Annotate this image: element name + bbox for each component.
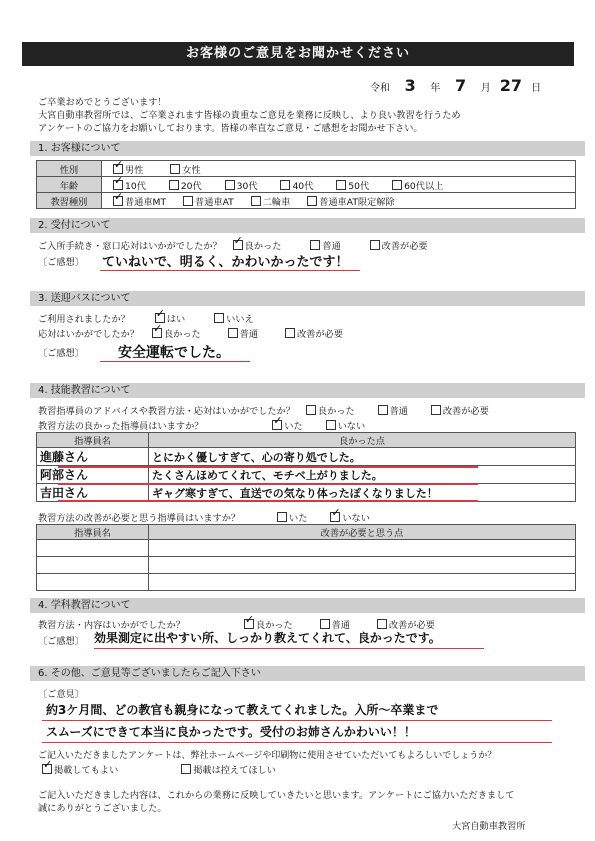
checkbox[interactable] (228, 328, 238, 338)
question-text: 教習指導員のアドバイスや教習方法・応対はいかがでしたか？ (38, 406, 295, 417)
option-label: はい (166, 314, 186, 325)
iken-label: 〔ご意見〕 (38, 689, 84, 700)
kansou-label: 〔ご感想〕 (38, 257, 84, 268)
kansou-label: 〔ご感想〕 (38, 636, 84, 647)
underline (58, 483, 478, 485)
checkbox[interactable] (214, 313, 224, 323)
option-label: 男性 (125, 164, 144, 176)
date-month-unit: 月 (480, 83, 491, 94)
underline (100, 270, 360, 271)
underline (42, 742, 552, 743)
checkbox[interactable] (244, 619, 254, 629)
checkbox[interactable] (310, 240, 320, 250)
checkbox[interactable] (251, 196, 261, 206)
option-label: 普通車MT (125, 196, 167, 208)
row-label: 年齢 (37, 177, 102, 193)
col-header-name: 指導員名 (37, 525, 149, 540)
date-year[interactable]: 3 (404, 76, 416, 95)
good-point[interactable]: ギャグ寒すぎて、直送での気なり体ったぽくなりました！ (149, 484, 576, 502)
bus-question-2-row (38, 326, 343, 340)
row-label: 性別 (37, 161, 102, 177)
option-label: いない (337, 421, 366, 432)
improve-instructor-table (36, 524, 576, 591)
date-month[interactable]: 7 (454, 76, 467, 95)
table-row (37, 466, 576, 484)
checkbox[interactable] (277, 512, 287, 522)
name-cell[interactable] (37, 557, 149, 574)
option-label: 掲載は控えてほしい (193, 765, 276, 776)
consent-options-row (38, 762, 276, 776)
options-cell (102, 177, 576, 193)
underline (42, 720, 552, 721)
row-label: 教習種別 (37, 193, 102, 209)
section-heading-skill: 4. 技能教習について (30, 383, 585, 398)
question-text: 教習方法・内容はいかがでしたか？ (38, 620, 185, 631)
table-row (37, 540, 576, 557)
table-row (37, 574, 576, 591)
checkbox[interactable] (378, 405, 388, 415)
consent-question: ご記入いただきましたアンケートは、弊社ホームページや印刷物に使用させていただいてもよろしいでしょうか？ (38, 751, 497, 761)
underline (94, 648, 484, 649)
option-label: 普通車AT限定解除 (319, 196, 395, 208)
skill-question-3-row (38, 510, 370, 524)
skill-question-2-row (38, 418, 365, 432)
col-header-point: 改善が必要と思う点 (149, 525, 576, 540)
option-label: 良かった (255, 620, 293, 631)
point-cell[interactable] (149, 540, 576, 557)
company-name: 大宮自動車教習所 (452, 821, 526, 832)
checkbox[interactable] (113, 180, 123, 190)
date-line (370, 76, 570, 95)
other-answer-line-1[interactable]: 約3ケ月間、どの教官も親身になって教えてくれました。入所～卒業まで (46, 703, 439, 717)
checkbox[interactable] (431, 405, 441, 415)
good-point[interactable]: とにかく優しすぎて、心の寄り処でした。 (149, 448, 576, 466)
question-text: 教習方法の良かった指導員はいますか？ (38, 421, 204, 432)
reception-answer[interactable]: ていねいで、明るく、かわいかったです！ (102, 255, 349, 270)
classroom-answer[interactable]: 効果測定に出やすい所、しっかり教えてくれて、良かったです。 (94, 631, 441, 645)
checkbox[interactable] (169, 180, 179, 190)
checkbox[interactable] (113, 164, 123, 174)
table-header (37, 433, 576, 448)
intro-line: アンケートのご協力をお願いしております。皆様の率直なご意見・ご感想をお聞かせ下さい。 (38, 123, 423, 134)
option-label: 改善が必要 (381, 241, 428, 252)
name-cell[interactable] (37, 574, 149, 591)
option-label: 二輪車 (262, 196, 291, 208)
checkbox[interactable] (307, 196, 317, 206)
table-row (37, 448, 576, 466)
bus-answer[interactable]: 安全運転でした。 (118, 345, 230, 361)
question-text: ご入所手続き・窓口応対はいかがでしたか？ (38, 241, 222, 252)
kansou-label: 〔ご感想〕 (38, 348, 84, 359)
checkbox[interactable] (326, 420, 336, 430)
option-label: 20代 (180, 180, 202, 192)
checkbox[interactable] (320, 619, 330, 629)
point-cell[interactable] (149, 574, 576, 591)
option-label: 普通 (322, 241, 341, 252)
checkbox[interactable] (272, 420, 282, 430)
col-header-point: 良かった点 (149, 433, 576, 448)
option-label: 掲載してもよい (54, 765, 119, 776)
instructor-name[interactable]: 進藤さん (37, 448, 149, 466)
date-day[interactable]: 27 (499, 76, 523, 95)
section-heading-reception: 2. 受付について (30, 218, 585, 233)
reception-question-row (38, 238, 428, 252)
option-label: 普通 (239, 329, 259, 340)
option-label: 普通 (331, 620, 350, 631)
good-point[interactable]: たくさんほめてくれて、モチベ上がりました。 (149, 466, 576, 484)
instructor-name[interactable]: 吉田さん (37, 484, 149, 502)
footer-line: 誠にありがとうございました。 (38, 803, 167, 814)
checkbox[interactable] (377, 619, 387, 629)
option-label: 50代 (348, 180, 370, 192)
checkbox[interactable] (336, 180, 346, 190)
checkbox[interactable] (225, 180, 235, 190)
section-heading-other: 6. その他、ご意見等ございましたらご記入下さい (30, 666, 585, 681)
checkbox[interactable] (280, 180, 290, 190)
options-cell (102, 161, 576, 177)
checkbox[interactable] (183, 196, 193, 206)
option-label: 改善が必要 (442, 406, 489, 417)
option-label: いいえ (226, 314, 254, 325)
option-label: 良かった (317, 406, 355, 417)
checkbox[interactable] (306, 405, 316, 415)
table-header (37, 525, 576, 540)
option-label: いた (289, 513, 308, 524)
col-header-name: 指導員名 (37, 433, 149, 448)
option-label: 30代 (236, 180, 258, 192)
checkbox[interactable] (42, 764, 52, 774)
option-label: 60代以上 (404, 180, 444, 192)
option-label: いた (284, 421, 303, 432)
date-era: 令和 (370, 83, 390, 94)
underline (100, 361, 250, 362)
checkbox[interactable] (285, 328, 295, 338)
skill-question-1-row (38, 403, 489, 417)
instructor-name[interactable]: 阿部さん (37, 466, 149, 484)
option-label: 良かった (163, 329, 201, 340)
intro-line: 大宮自動車教習所では、ご卒業されます皆様の貴重なご意見を業務に反映し、より良い教習を行うため (38, 110, 461, 121)
point-cell[interactable] (149, 557, 576, 574)
section-heading-customer: 1. お客様について (30, 141, 585, 156)
option-label: 女性 (182, 164, 201, 176)
date-year-unit: 年 (430, 83, 441, 94)
footer-text (38, 789, 578, 815)
checkbox[interactable] (233, 240, 243, 250)
section-heading-classroom: 4. 学科教習について (30, 598, 585, 613)
option-label: 10代 (125, 180, 146, 192)
option-label: いない (342, 513, 370, 524)
checkbox[interactable] (113, 196, 123, 206)
option-label: 改善が必要 (296, 329, 343, 340)
checkbox[interactable] (392, 180, 402, 190)
option-label: 改善が必要 (388, 620, 435, 631)
form-title: お客様のご意見をお聞かせください (22, 42, 574, 66)
table-row (37, 193, 576, 209)
checkbox[interactable] (170, 164, 180, 174)
options-cell (102, 193, 576, 209)
table-row (37, 484, 576, 502)
option-label: 良かった (244, 241, 282, 252)
date-day-unit: 日 (531, 83, 542, 94)
other-answer-line-2[interactable]: スムーズにできて本当に良かったです。受付のお姉さんかわいい！！ (46, 725, 416, 739)
name-cell[interactable] (37, 540, 149, 557)
option-label: 普通 (389, 406, 408, 417)
question-text: ご利用されましたか？ (38, 314, 130, 325)
footer-line: ご記入いただきました内容は、これからの業務に反映していきたいと思います。アンケートにご協力いただきまして (38, 790, 515, 801)
customer-table (36, 160, 576, 209)
question-text: 教習方法の改善が必要と思う指導員はいますか？ (38, 513, 241, 524)
intro-line: ご卒業おめでとうございます！ (38, 97, 167, 108)
question-text: 応対はいかがでしたか？ (38, 329, 140, 340)
checkbox[interactable] (370, 240, 380, 250)
intro-text (38, 96, 578, 135)
underline (58, 500, 478, 502)
section-heading-bus: 3. 送迎バスについて (30, 291, 585, 306)
underline (58, 466, 478, 468)
bus-question-1-row (38, 311, 254, 325)
checkbox[interactable] (181, 764, 191, 774)
checkbox[interactable] (152, 328, 162, 338)
option-label: 40代 (292, 180, 314, 192)
table-row (37, 557, 576, 574)
option-label: 普通車AT (195, 196, 234, 208)
checkbox[interactable] (330, 512, 340, 522)
